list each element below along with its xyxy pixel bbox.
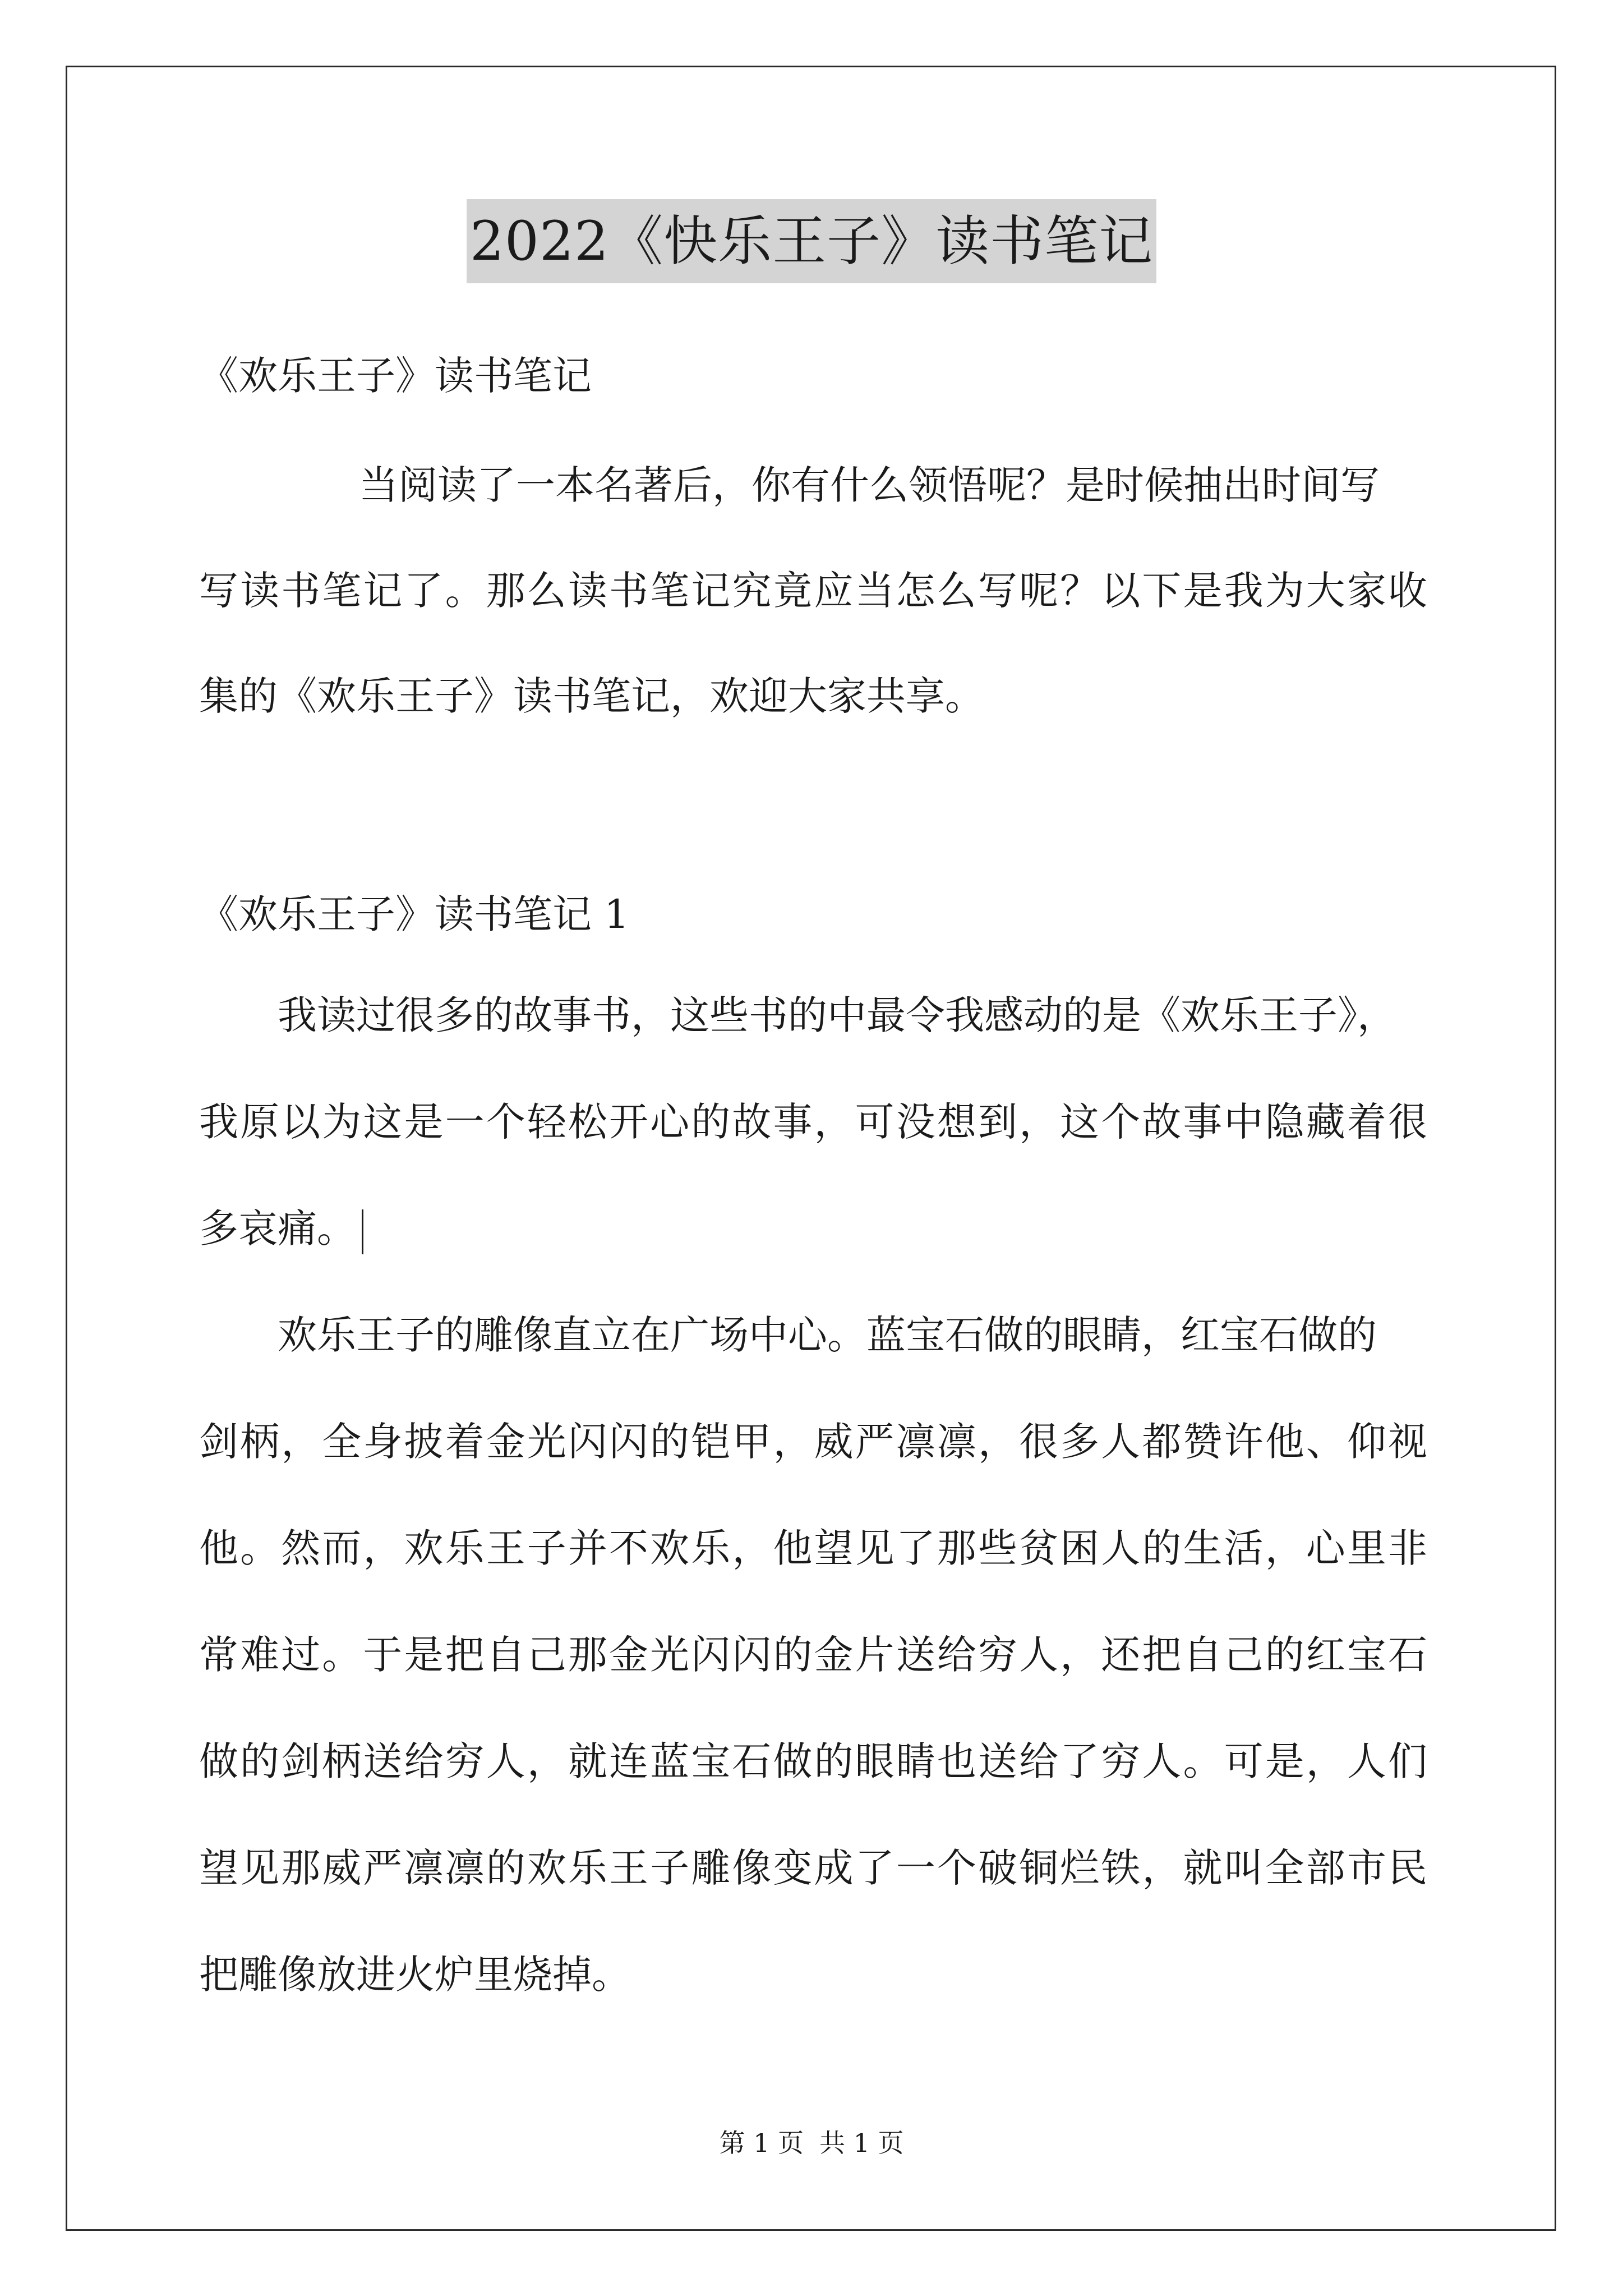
intro-line-2: 写读书笔记了。那么读书笔记究竟应当怎么写呢？以下是我为大家收 bbox=[199, 568, 1427, 614]
page-footer bbox=[0, 2126, 1623, 2160]
para1-line-1: 我读过很多的故事书，这些书的中最令我感动的是《欢乐王子》， bbox=[278, 992, 1396, 1038]
para2-line-5: 做的剑柄送给穷人，就连蓝宝石做的眼睛也送给了穷人。可是，人们 bbox=[199, 1738, 1427, 1784]
para2-line-4: 常难过。于是把自己那金光闪闪的金片送给穷人，还把自己的红宝石 bbox=[199, 1632, 1427, 1678]
page-total: 共 1 页 bbox=[819, 2128, 904, 2158]
para2-line-2: 剑柄，全身披着金光闪闪的铠甲，威严凛凛，很多人都赞许他、仰视 bbox=[199, 1419, 1427, 1465]
text-cursor bbox=[362, 1209, 363, 1254]
section-heading: 《欢乐王子》读书笔记 1 bbox=[199, 891, 629, 937]
page-number: 第 1 页 bbox=[719, 2128, 804, 2158]
subtitle: 《欢乐王子》读书笔记 bbox=[199, 353, 592, 399]
document-title: 2022《快乐王子》读书笔记 bbox=[467, 199, 1156, 283]
para2-line-7: 把雕像放进火炉里烧掉。 bbox=[199, 1952, 631, 1998]
para2-line-1: 欢乐王子的雕像直立在广场中心。蓝宝石做的眼睛，红宝石做的 bbox=[278, 1312, 1377, 1358]
para2-line-3: 他。然而，欢乐王子并不欢乐，他望见了那些贫困人的生活，心里非 bbox=[199, 1525, 1427, 1571]
para1-line-2: 我原以为这是一个轻松开心的故事，可没想到，这个故事中隐藏着很 bbox=[199, 1099, 1427, 1145]
para1-line-3-text: 多哀痛。 bbox=[199, 1205, 356, 1251]
para2-line-6: 望见那威严凛凛的欢乐王子雕像变成了一个破铜烂铁，就叫全部市民 bbox=[199, 1845, 1427, 1891]
title-container bbox=[0, 199, 1623, 283]
intro-line-3: 集的《欢乐王子》读书笔记，欢迎大家共享。 bbox=[199, 673, 984, 719]
para1-line-3 bbox=[199, 1200, 363, 1257]
intro-line-1: 当阅读了一本名著后，你有什么领悟呢？是时候抽出时间写 bbox=[359, 462, 1380, 508]
